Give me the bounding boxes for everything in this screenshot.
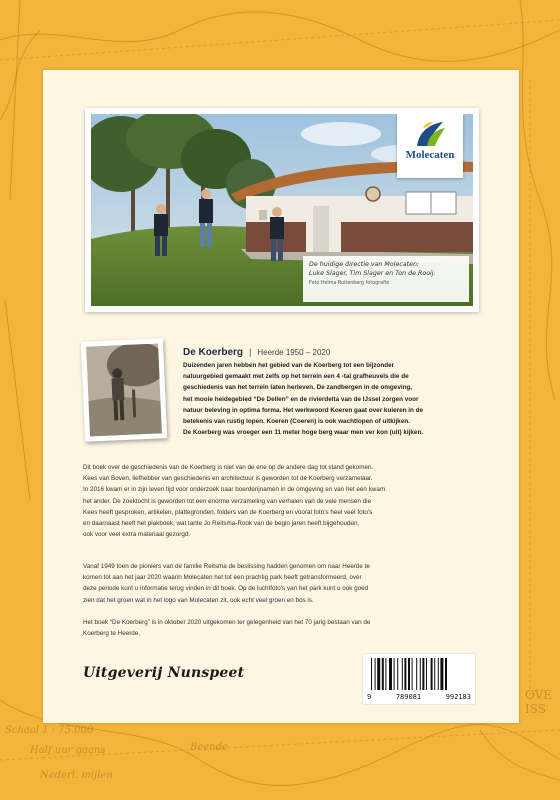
barcode-bar (385, 658, 386, 690)
back-cover-panel (43, 70, 519, 723)
map-scale-label: Schaal 1 : 75.000 (5, 725, 94, 736)
intro-line: het mooie heidegebied “De Dellen” en de rivierdelta van de IJssel zorgen voor (183, 395, 419, 403)
intro-paragraph (183, 360, 507, 438)
body-line: Kees van Boven, liefhebber van geschiedenis en architectuur is geworden tot de Koerberg verzamelaar. (83, 475, 373, 483)
body-line: ook voor veel extra materiaal gezorgd. (83, 531, 191, 539)
barcode-bar (377, 658, 380, 690)
historic-photo (81, 338, 167, 441)
isbn-barcode (363, 654, 475, 704)
heading-separator: | (249, 347, 252, 357)
section-heading (183, 342, 330, 360)
map-label: Half uur gaans (30, 745, 106, 756)
photo-caption (303, 256, 469, 302)
barcode-bar (382, 658, 384, 690)
barcode-bar (397, 658, 398, 690)
intro-line: geschiedenis van het terrein laten herleven. De zandbergen in de omgeving, (183, 384, 413, 392)
map-label: OVE (525, 688, 553, 702)
body-line: zien dat het groen wat in het logo van Molecaten zit, ook echt veel groen en bos is. (83, 596, 314, 604)
intro-line: Duizenden jaren hebben het gebied van de Koerberg tot een bijzonder (183, 362, 395, 369)
map-label: Beende (190, 742, 228, 753)
caption-line: De huidige directie van Molecaten: (309, 261, 420, 268)
isbn-group: 789081 (395, 693, 422, 701)
molecaten-logo (397, 114, 463, 178)
barcode-bar (420, 658, 421, 690)
photo-credit: Foto Helma Ruitenberg fotografie (309, 281, 390, 286)
barcode-bar (426, 658, 427, 690)
barcode-bar (438, 658, 439, 690)
body-line: deze periode kunt u informatie terug vinden in dit boek. Op de luchtfoto’s van het park kunt u ook goed (83, 585, 369, 593)
body-paragraph-2 (83, 561, 483, 606)
body-line: Het boek “De Koerberg” is in oktober 2020 uitgekomen ter gelegenheid van het 70 jarig bestaan van de (83, 619, 371, 626)
body-paragraph-3 (83, 617, 483, 639)
intro-line: betekenis van rustig lopen. Koeren (Coeren) is ook wachtlopen of uitkijken. (183, 418, 411, 426)
barcode-bar (408, 658, 410, 690)
barcode-bar (412, 658, 413, 690)
map-label: ISS (525, 702, 546, 716)
heading-title: De Koerberg (183, 347, 244, 358)
barcode-bar (394, 658, 395, 690)
barcode-bar (431, 658, 433, 690)
barcode-bar (422, 658, 424, 690)
barcode-bar (402, 658, 403, 690)
molecaten-leaf-icon (413, 120, 447, 148)
barcode-bars (369, 658, 469, 690)
body-line: Vanaf 1949 toen de pioniers van de familie Reitsma de beslissing hadden genomen om naar Heerde te (83, 563, 370, 570)
molecaten-logo-text: Molecaten (405, 149, 455, 161)
intro-line: natuur beleving in optima forma. Het werkwoord Koeren gaat over kuieren in de (183, 406, 424, 414)
body-line: Koerberg te Heerde. (83, 630, 141, 638)
barcode-bar (434, 658, 435, 690)
intro-line: De Koerberg was vroeger een 11 meter hoge berg waar men ver kon (uit) kijken. (183, 429, 424, 437)
isbn-group: 992183 (445, 693, 471, 701)
barcode-bar (440, 658, 443, 690)
directors-photo (91, 114, 473, 306)
body-paragraph-1 (83, 462, 483, 540)
barcode-bar (371, 658, 372, 690)
heading-subtitle: Heerde 1950 – 2020 (257, 348, 331, 357)
publisher-signature: Uitgeverij Nunspeet (83, 665, 245, 681)
barcode-bar (389, 658, 392, 690)
body-line: Kees heeft gesproken, artikelen, plattegronden, folders van de Koerberg en vooral foto’s heel veel foto’s (83, 508, 373, 516)
barcode-bar (404, 658, 406, 690)
map-label: Nederl. mijlen (40, 770, 113, 781)
body-line: het ander. De zoektocht is geworden tot een enorme verzameling van verhalen van de vele mensen die (83, 497, 372, 505)
main-photo-card (85, 108, 479, 312)
body-line: komen tot aan het jaar 2020 waarin Molecaten het tot een prachtig park heeft getransformeerd, over (83, 574, 362, 582)
body-line: en daarnaast heeft het plakboek, wat tante Jo Reitsma-Rook van de begin jaren heeft bijgehouden, (83, 520, 360, 528)
barcode-bar (416, 658, 417, 690)
isbn-prefix: 9 (367, 693, 372, 701)
barcode-bar (375, 658, 376, 690)
isbn-number (367, 693, 471, 701)
caption-line: Luke Slager, Tim Slager en Ton de Rooij. (309, 270, 436, 277)
body-line: Dit boek over de geschiedenis van de Koerberg is niet van de ene op de andere dag tot stand gekomen. (83, 464, 374, 471)
intro-line: natuurgebied gemaakt met zelfs op het terrein een 4 -tal grafheuvels die de (183, 373, 409, 381)
body-line: In 2016 kwam er in zijn leven tijd voor onderzoek naar boerderijnamen in de omgeving en van het een kwam (83, 486, 386, 494)
barcode-bar (445, 658, 447, 690)
